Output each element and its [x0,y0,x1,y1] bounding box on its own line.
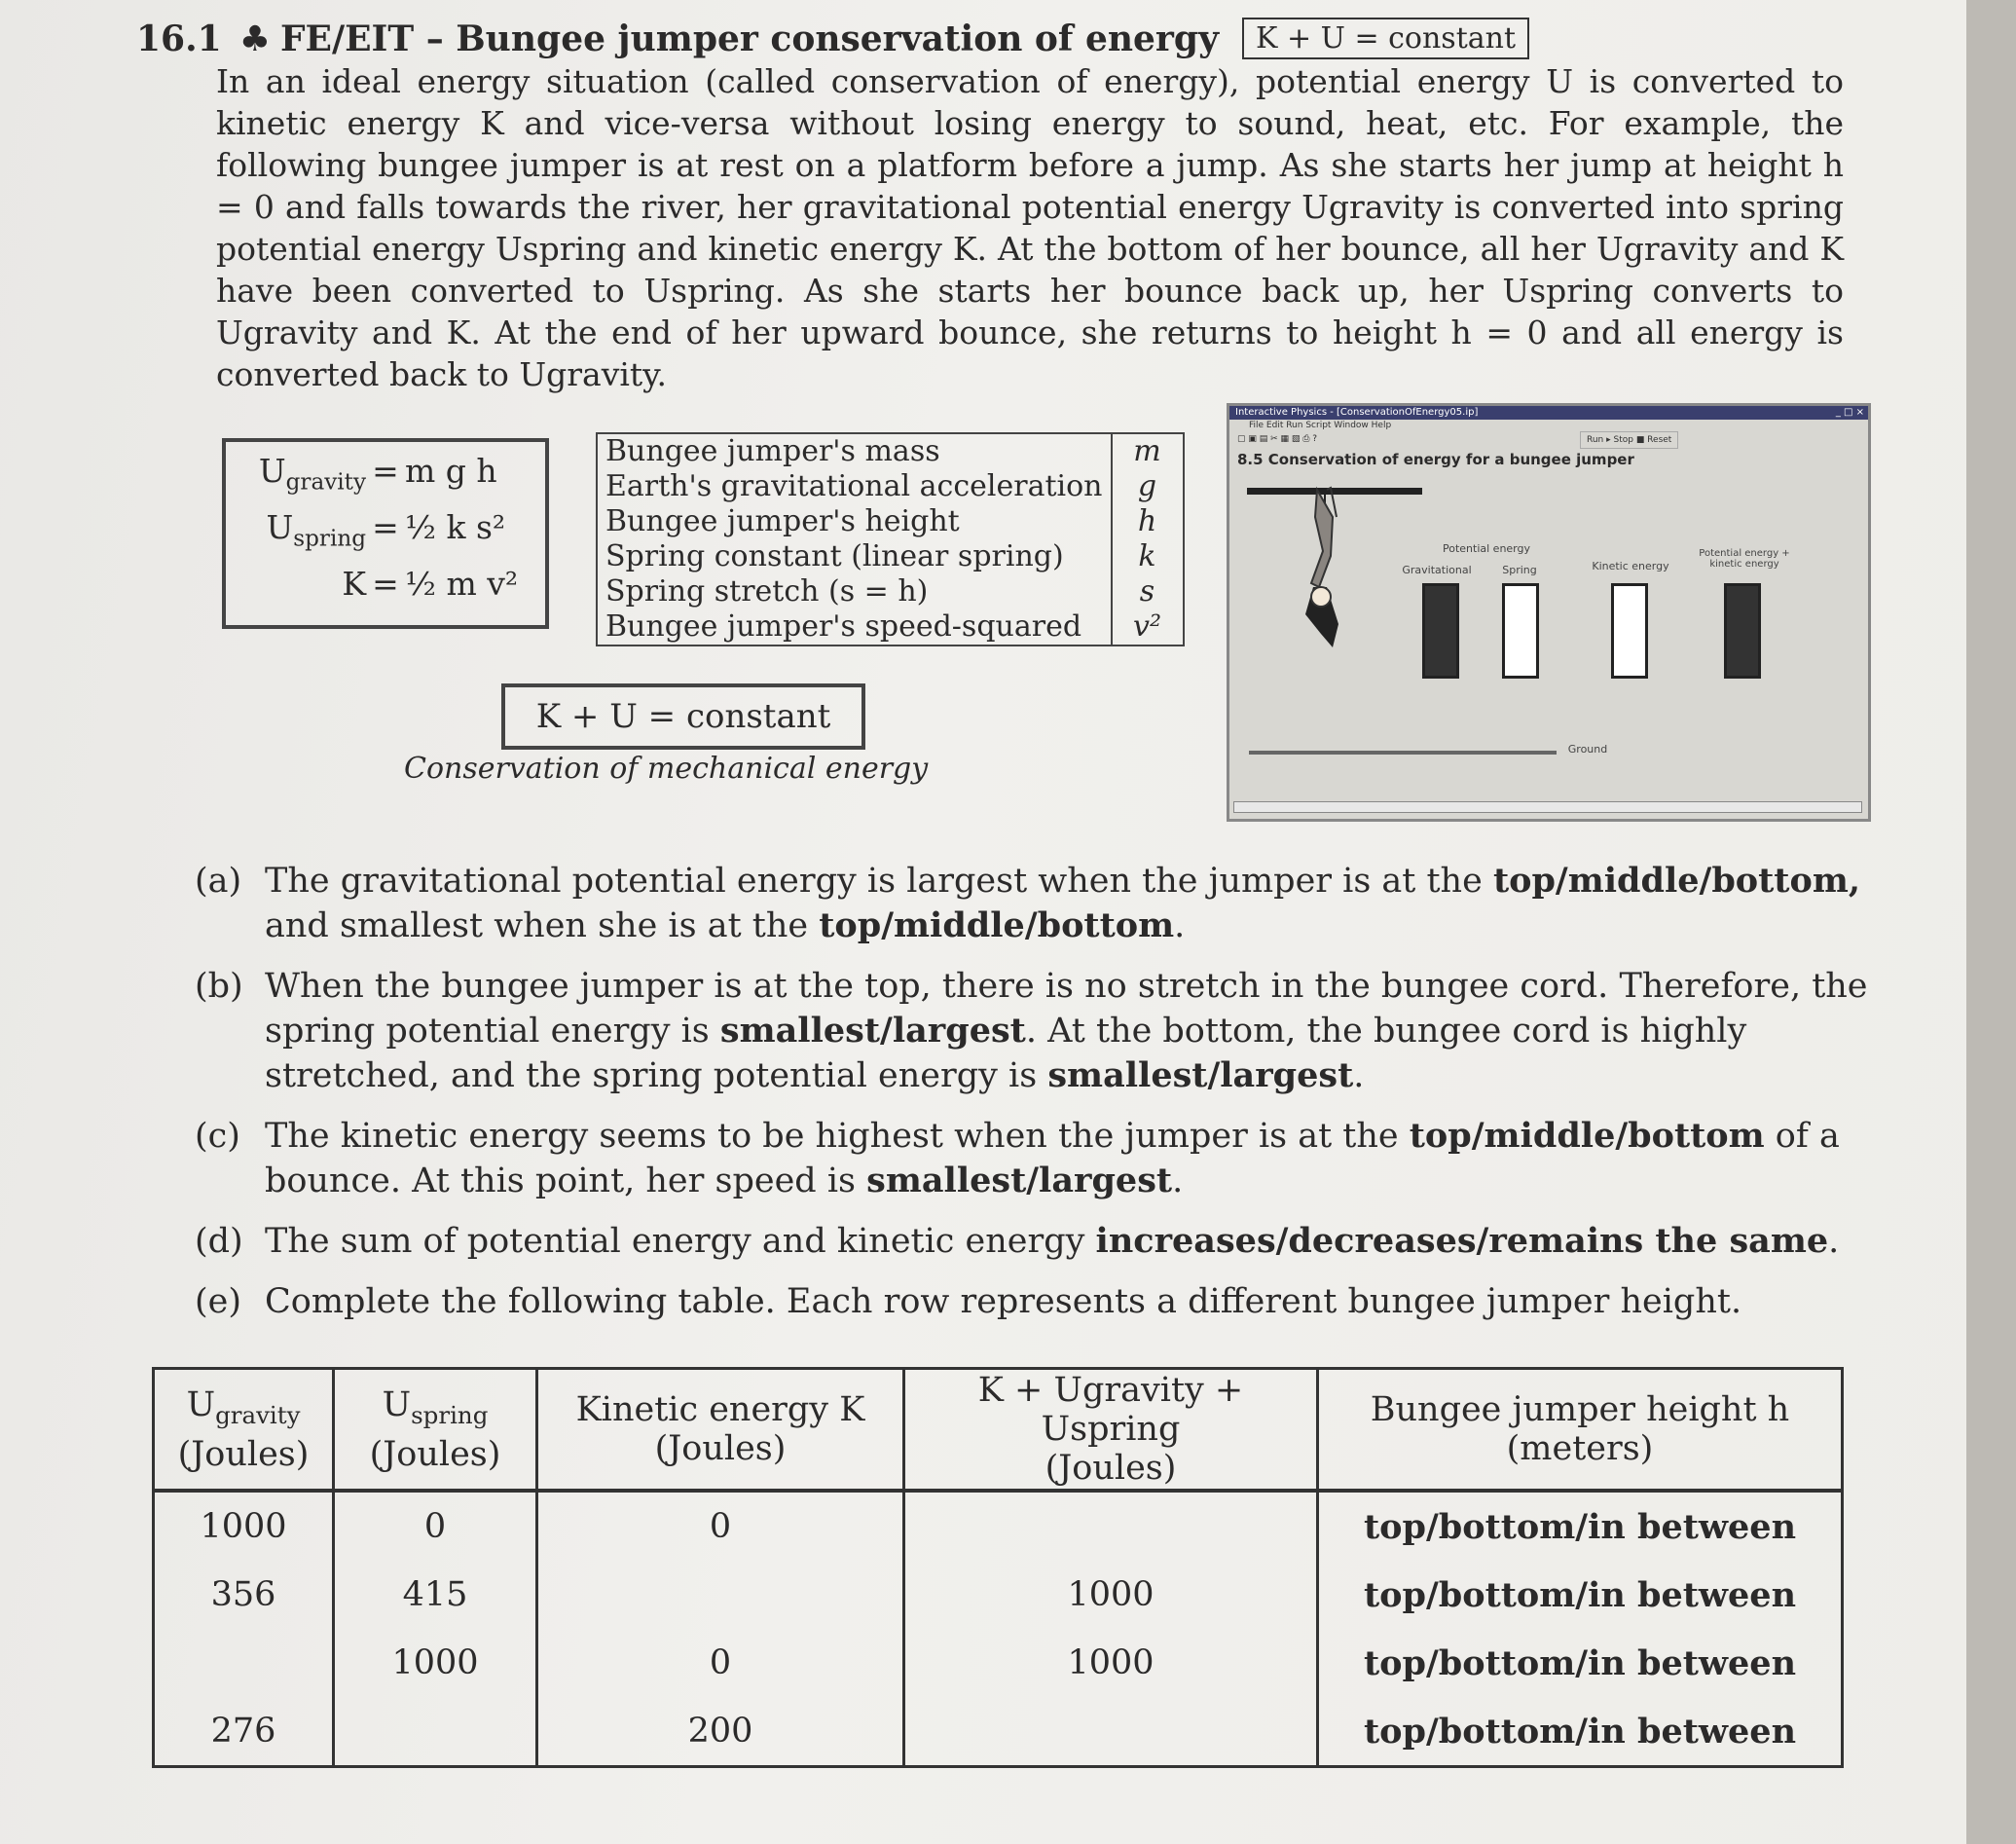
potential-energy-group-label: Potential energy [1442,542,1530,555]
table-header-row [154,1369,1843,1492]
intro-paragraph [216,60,1844,395]
toolbar-icons: ▢ ▣ ▤ ✂ ▦ ▧ ⎙ ? [1237,434,1318,444]
variable-row: Earth's gravitational acceleration g [597,469,1184,504]
col-kinetic: Kinetic energy K (Joules) [537,1369,904,1492]
spring-label: Spring [1502,564,1537,576]
sim-run-controls: Run ▸ Stop ■ Reset [1580,431,1678,449]
question-a: (a) The gravitational potential energy is largest when the jumper is at the top/middle/bottom, and smallest when she is at the top/middle/bottom. [195,861,1861,945]
sim-scrollbar [1233,801,1862,813]
choice: increases/decreases/remains the same [1095,1221,1829,1261]
conservation-caption: Conservation of mechanical energy [404,752,929,786]
table-row: 1000 0 0 top/bottom/in between [154,1491,1843,1561]
sim-window-title: Interactive Physics - [ConservationOfEnergy05.ip] _ □ × [1229,406,1868,420]
header-boxed-equation: K + U = constant [1242,18,1529,59]
formula-rhs: ½ m v² [405,565,519,603]
choice: top/middle/bottom [819,905,1175,945]
variable-row: Bungee jumper's speed-squared v² [597,609,1184,645]
formula-box [222,438,549,629]
table-row: 356 415 1000 top/bottom/in between [154,1561,1843,1629]
intro-text: In an ideal energy situation (called conservation of energy), potential energy U is converted to kinetic energy K and vice-versa without losing energy to sound, heat, etc. For example, the following bungee jumper is at rest on a platform before a jump. As she starts her jump at height h = 0 and falls towards the river, her gravitational potential energy Ugravity is converted into spring potential energy Uspring and kinetic energy K. At the bottom of her bounce, all her Ugravity and K have been converted to Uspring. As she starts her bounce back up, her Uspring converts to Ugravity and K. At the end of her upward bounce, she returns to height h = 0 and all energy is converted back to Ugravity. [216,62,1844,393]
question-d: (d) The sum of potential energy and kinetic energy increases/decreases/remains the same. [195,1221,1840,1261]
total-energy-label: Potential energy + kinetic energy [1699,548,1790,570]
ground-line [1249,751,1557,755]
col-uspring: $U_{spring}$ (Joules) [334,1369,537,1492]
window-controls-icon: _ □ × [1835,407,1864,418]
club-icon: ♣ [238,18,271,59]
formula-row: $U_{gravity}$ = m g h [258,452,497,496]
choice: top/middle/bottom [1409,1116,1765,1156]
variable-row: Bungee jumper's height h [597,504,1184,539]
choice: smallest/largest [866,1161,1173,1200]
energy-table [152,1367,1844,1768]
choice: smallest/largest [1047,1055,1354,1095]
question-c: (c) The kinetic energy seems to be highest when the jumper is at the top/middle/bottom of a bounce. At this point, her speed is smallest/largest. [195,1116,1840,1200]
col-ugravity: $U_{gravity}$ (Joules) [154,1369,334,1492]
total-energy-bar [1724,583,1761,679]
problem-header [136,18,1529,59]
sim-heading: 8.5 Conservation of energy for a bungee jumper [1237,451,1634,468]
kinetic-energy-bar [1611,583,1648,679]
question-b: (b) When the bungee jumper is at the top, there is no stretch in the bungee cord. Therefore, the spring potential energy is smallest/largest. At the bottom, the bungee cord is highly stretched, and the spring potential energy is smallest/largest. [195,967,1868,1095]
sim-canvas [1237,468,1860,790]
ground-label: Ground [1567,743,1608,756]
table-row: 1000 0 1000 top/bottom/in between [154,1629,1843,1697]
kinetic-energy-label: Kinetic energy [1592,560,1669,572]
sim-menu-bar: File Edit Run Script Window Help [1249,421,1392,430]
formula-rhs: m g h [405,452,497,490]
choice: smallest/largest [719,1011,1026,1051]
choice: top/middle/bottom, [1492,861,1861,901]
sim-toolbar [1229,431,1868,447]
formula-rhs: ½ k s² [405,508,506,546]
conservation-equation-box: K + U = constant [501,683,865,750]
col-height: Bungee jumper height h (meters) [1318,1369,1843,1492]
page-edge [1966,0,2016,1844]
question-e: (e) Complete the following table. Each row represents a different bungee jumper height. [195,1282,1742,1321]
variable-row: Spring stretch (s = h) s [597,574,1184,609]
spring-energy-bar [1502,583,1539,679]
formula-row: K = ½ m v² [342,565,519,603]
table-row: 276 200 top/bottom/in between [154,1697,1843,1767]
variable-table [596,432,1185,646]
gravitational-label: Gravitational [1402,564,1472,576]
variable-row: Bungee jumper's mass m [597,433,1184,469]
formula-row: $U_{spring}$ = ½ k s² [266,508,506,552]
bungee-jumper-figure [1237,468,1432,653]
simulation-screenshot [1227,403,1871,822]
gravitational-energy-bar [1422,583,1459,679]
variable-row: Spring constant (linear spring) k [597,539,1184,574]
question-list [195,859,1908,1340]
col-total: K + Ugravity + Uspring (Joules) [904,1369,1318,1492]
problem-number: 16.1 [136,18,222,59]
problem-title: FE/EIT – Bungee jumper conservation of energy [279,18,1219,59]
